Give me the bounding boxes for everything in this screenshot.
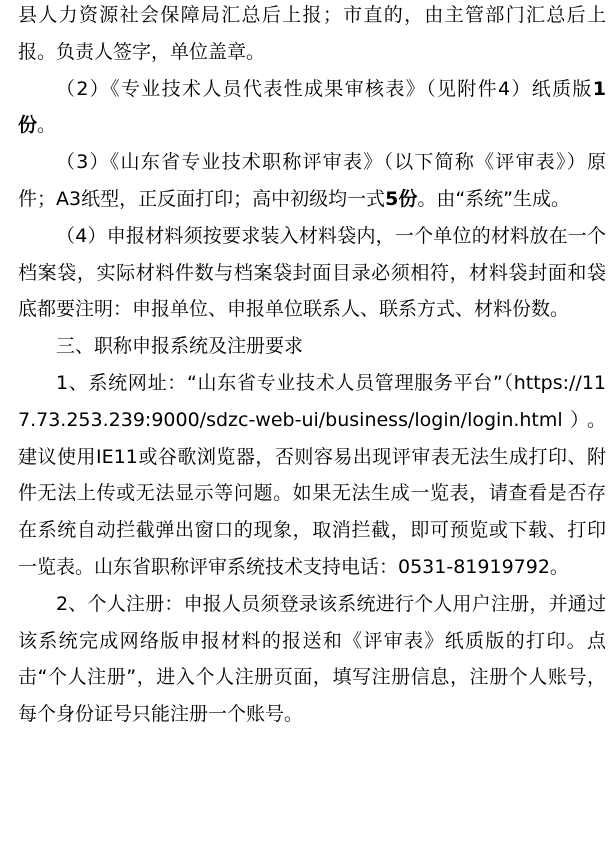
text-run: 。 — [37, 114, 57, 137]
text-run: （4）申报材料须按要求装入材料袋内，一个单位的材料放在一个档案袋，实际材料件数与档案袋封面目录必须相符，材料袋封面和袋底都要注明：申报单位、申报单位联系人、联系方式、材料份数。 — [18, 224, 606, 321]
text-run: 1、系统网址：“山东省专业技术人员管理服务平台”（https://117.73.253.239:9000/sdzc-web-ui/business/login/login.html）。建议使用IE11或谷歌浏览器，否则容易出现评审表无法生成打印、附件无法上传或无法显示等问题。如果无法生成一览表，请查看是否存在系统自动拦截弹出窗口的现象，取消拦截，即可预览或下载、打印一览表。山东省职称评审系统技术支持电话：0531-81919792。 — [18, 371, 606, 578]
paragraph-submission-summary — [18, 0, 606, 71]
text-run: 2、个人注册：申报人员须登录该系统进行个人用户注册，并通过该系统完成网络版申报材料的报送和《评审表》纸质版的打印。点击“个人注册”，进入个人注册页面，填写注册信息，注册个人账号，每个身份证号只能注册一个账号。 — [18, 592, 606, 726]
text-run: 三、职称申报系统及注册要求 — [56, 335, 304, 358]
paragraph-system-url — [18, 365, 606, 586]
text-run-bold: 5份 — [385, 187, 418, 210]
paragraph-personal-registration — [18, 586, 606, 733]
text-run: 县人力资源社会保障局汇总后上报；市直的，由主管部门汇总后上报。负责人签字，单位盖章。 — [18, 4, 606, 63]
paragraph-item-4 — [18, 218, 606, 328]
paragraph-item-3 — [18, 144, 606, 218]
text-run: 。由“系统”生成。 — [417, 187, 571, 210]
text-run: （3）《山东省专业技术职称评审表》（以下简称《评审表》）原件；A3纸型，正反面打印；高中初级均一式 — [18, 151, 606, 210]
text-run: （2）《专业技术人员代表性成果审核表》（见附件4）纸质版 — [56, 77, 593, 100]
section-heading — [18, 328, 606, 365]
paragraph-item-2 — [18, 71, 606, 145]
text-run-bold: 1份 — [18, 77, 606, 137]
